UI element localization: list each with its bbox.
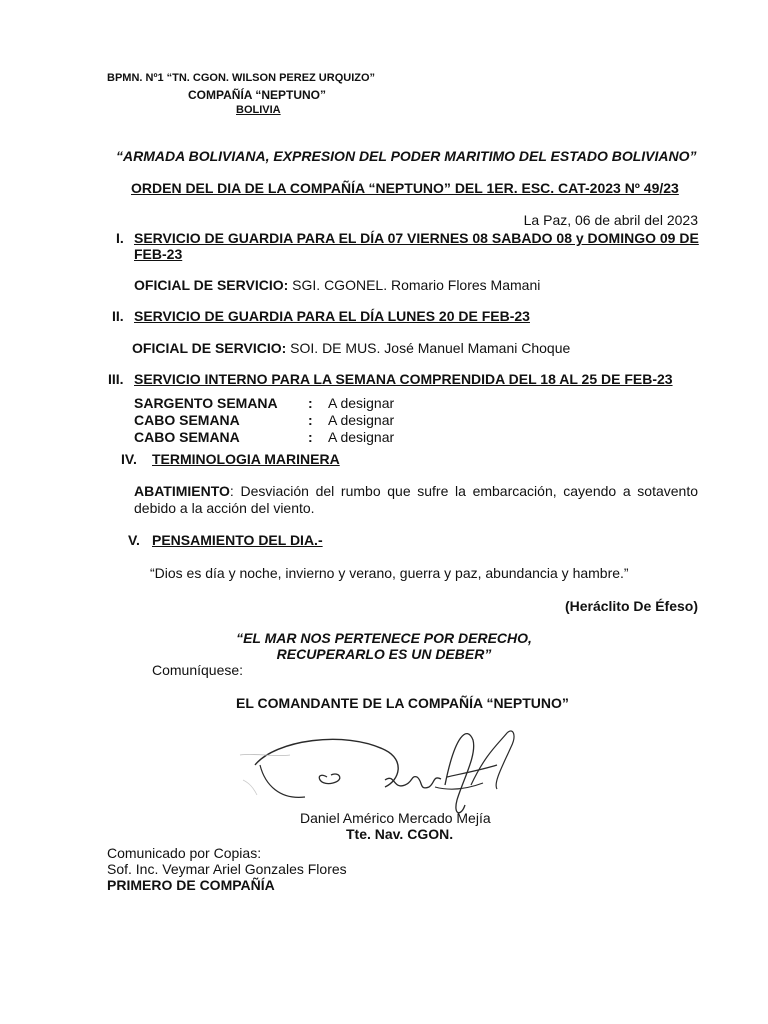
section-4-title: TERMINOLOGIA MARINERA xyxy=(152,451,340,467)
section-2-officer xyxy=(132,340,570,356)
officer-label: OFICIAL DE SERVICIO: xyxy=(134,277,289,293)
duty-colon: : xyxy=(308,429,313,445)
duty-role: CABO SEMANA xyxy=(134,429,240,445)
duty-assignee: A designar xyxy=(328,429,395,445)
copies-label: Comunicado por Copias: xyxy=(107,845,262,861)
officer-label: OFICIAL DE SERVICIO: xyxy=(132,340,287,356)
section-4-number: IV. xyxy=(121,451,137,467)
section-1-title-line2: FEB-23 xyxy=(134,246,183,262)
section-5-title: PENSAMIENTO DEL DIA.- xyxy=(152,532,323,548)
section-1-number: I. xyxy=(116,230,124,246)
duty-assignee: A designar xyxy=(328,412,395,428)
duty-colon: : xyxy=(308,395,313,411)
section-3-title: SERVICIO INTERNO PARA LA SEMANA COMPRENDIDA DEL 18 AL 25 DE FEB-23 xyxy=(134,371,673,387)
duty-colon: : xyxy=(308,412,313,428)
order-title: ORDEN DEL DIA DE LA COMPAÑÍA “NEPTUNO” DEL 1ER. ESC. CAT-2023 Nº 49/23 xyxy=(131,180,679,196)
section-1-officer xyxy=(134,277,540,293)
slogan-line1: “EL MAR NOS PERTENECE POR DERECHO, xyxy=(236,630,532,646)
date-line: La Paz, 06 de abril del 2023 xyxy=(523,212,698,228)
comuniquese: Comuníquese: xyxy=(152,662,244,678)
signer-name: Daniel Américo Mercado Mejía xyxy=(300,810,491,826)
section-1-title-line1: SERVICIO DE GUARDIA PARA EL DÍA 07 VIERNES 08 SABADO 08 y DOMINGO 09 DE xyxy=(134,230,699,246)
daily-quote: “Dios es día y noche, invierno y verano, guerra y paz, abundancia y hambre.” xyxy=(150,565,629,581)
commander-title: EL COMANDANTE DE LA COMPAÑÍA “NEPTUNO” xyxy=(236,695,569,711)
section-2-title: SERVICIO DE GUARDIA PARA EL DÍA LUNES 20 DE FEB-23 xyxy=(134,308,530,324)
company-name: COMPAÑÍA “NEPTUNO” xyxy=(188,88,326,102)
slogan-line2: RECUPERARLO ES UN DEBER” xyxy=(276,646,492,662)
motto: “ARMADA BOLIVIANA, EXPRESION DEL PODER MARITIMO DEL ESTADO BOLIVIANO” xyxy=(116,148,697,164)
section-3-number: III. xyxy=(108,371,124,387)
section-5-number: V. xyxy=(128,532,140,548)
definition: : Desviación del rumbo que sufre la embarcación, cayendo a sotavento debido a la acción del viento. xyxy=(134,483,698,516)
term: ABATIMIENTO xyxy=(134,483,230,499)
officer-value: SGI. CGONEL. Romario Flores Mamani xyxy=(288,277,541,293)
duty-role: CABO SEMANA xyxy=(134,412,240,428)
duty-assignee: A designar xyxy=(328,395,395,411)
term-definition xyxy=(134,483,698,517)
duty-role: SARGENTO SEMANA xyxy=(134,395,278,411)
officer-value: SOI. DE MUS. José Manuel Mamani Choque xyxy=(286,340,571,356)
section-2-number: II. xyxy=(112,308,124,324)
copies-recipient: Sof. Inc. Veymar Ariel Gonzales Flores xyxy=(107,861,347,877)
copies-role: PRIMERO DE COMPAÑÍA xyxy=(107,877,275,893)
quote-author: (Heráclito De Éfeso) xyxy=(564,598,698,614)
country-name: BOLIVIA xyxy=(236,104,281,116)
signer-rank: Tte. Nav. CGON. xyxy=(346,826,454,842)
unit-name: BPMN. Nº1 “TN. CGON. WILSON PEREZ URQUIZO” xyxy=(107,72,376,84)
